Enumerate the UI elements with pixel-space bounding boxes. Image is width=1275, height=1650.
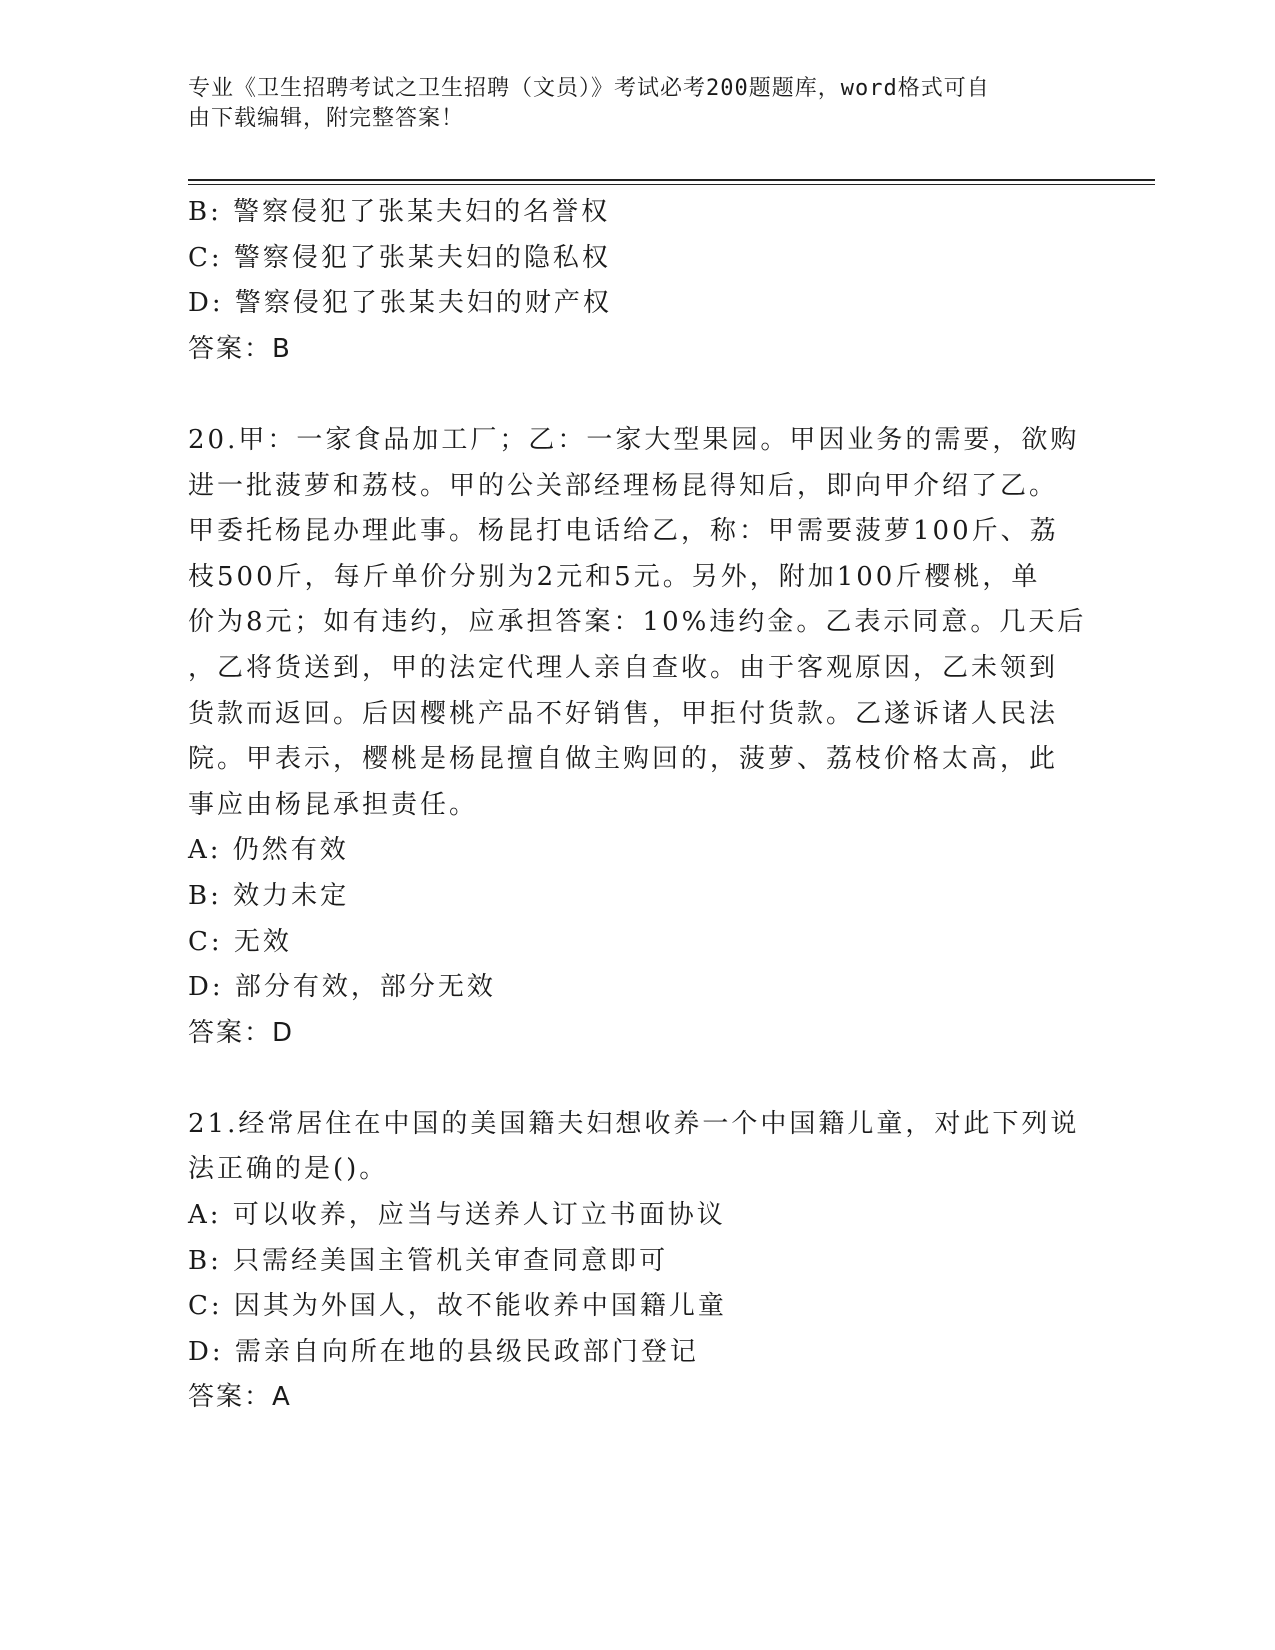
question-stem-line: 事应由杨昆承担责任。 [188,789,479,820]
option-a: A: 仍然有效 [188,835,349,866]
header-line-1: 专业《卫生招聘考试之卫生招聘（文员）》考试必考200题题库，word格式可自 [188,76,990,101]
question-stem-line: 20.甲：一家食品加工厂；乙：一家大型果园。甲因业务的需要，欲购 [188,424,1080,455]
option-c: C: 因其为外国人，故不能收养中国籍儿童 [188,1291,727,1322]
question-stem-line: 院。甲表示，樱桃是杨昆擅自做主购回的，菠萝、荔枝价格太高，此 [188,744,1059,775]
question-stem-line: 货款而返回。后因樱桃产品不好销售，甲拒付货款。乙遂诉诸人民法 [188,698,1059,729]
question-stem-line: 进一批菠萝和荔枝。甲的公关部经理杨昆得知后，即向甲介绍了乙。 [188,470,1059,501]
question-20 [188,418,1087,1056]
question-stem-line: ，乙将货送到，甲的法定代理人亲自查收。由于客观原因，乙未领到 [188,652,1059,683]
option-c: C: 警察侵犯了张某夫妇的隐私权 [188,242,611,273]
option-a: A: 可以收养，应当与送养人订立书面协议 [188,1200,726,1231]
answer: 答案：D [188,1017,295,1048]
header-divider-thick [188,179,1155,181]
option-d: D: 警察侵犯了张某夫妇的财产权 [188,288,612,319]
document-header [188,74,1068,134]
option-d: D: 需亲自向所在地的县级民政部门登记 [188,1336,699,1367]
option-b: B: 效力未定 [188,880,350,911]
question-stem-line: 21.经常居住在中国的美国籍夫妇想收养一个中国籍儿童，对此下列说 [188,1108,1080,1139]
spacer [188,1056,1083,1102]
question-stem-line: 价为8元；如有违约，应承担答案：10%违约金。乙表示同意。几天后 [188,607,1087,638]
question-stem-line: 法正确的是()。 [188,1154,389,1185]
header-divider-thin [188,184,1155,185]
option-c: C: 无效 [188,926,292,957]
spacer [188,372,1083,418]
answer: 答案：B [188,333,292,364]
header-line-2: 由下载编辑，附完整答案！ [188,106,465,131]
option-b: B: 警察侵犯了张某夫妇的名誉权 [188,197,611,227]
option-b: B: 只需经美国主管机关审查同意即可 [188,1245,669,1276]
question-content [188,190,1087,1421]
question-19-remainder [188,190,1083,372]
question-stem-line: 甲委托杨昆办理此事。杨昆打电话给乙，称：甲需要菠萝100斤、荔 [188,516,1059,547]
answer: 答案：A [188,1382,292,1413]
question-21 [188,1102,1083,1421]
option-d: D: 部分有效，部分无效 [188,972,496,1003]
question-stem-line: 枝500斤，每斤单价分别为2元和5元。另外，附加100斤樱桃，单 [188,561,1041,592]
